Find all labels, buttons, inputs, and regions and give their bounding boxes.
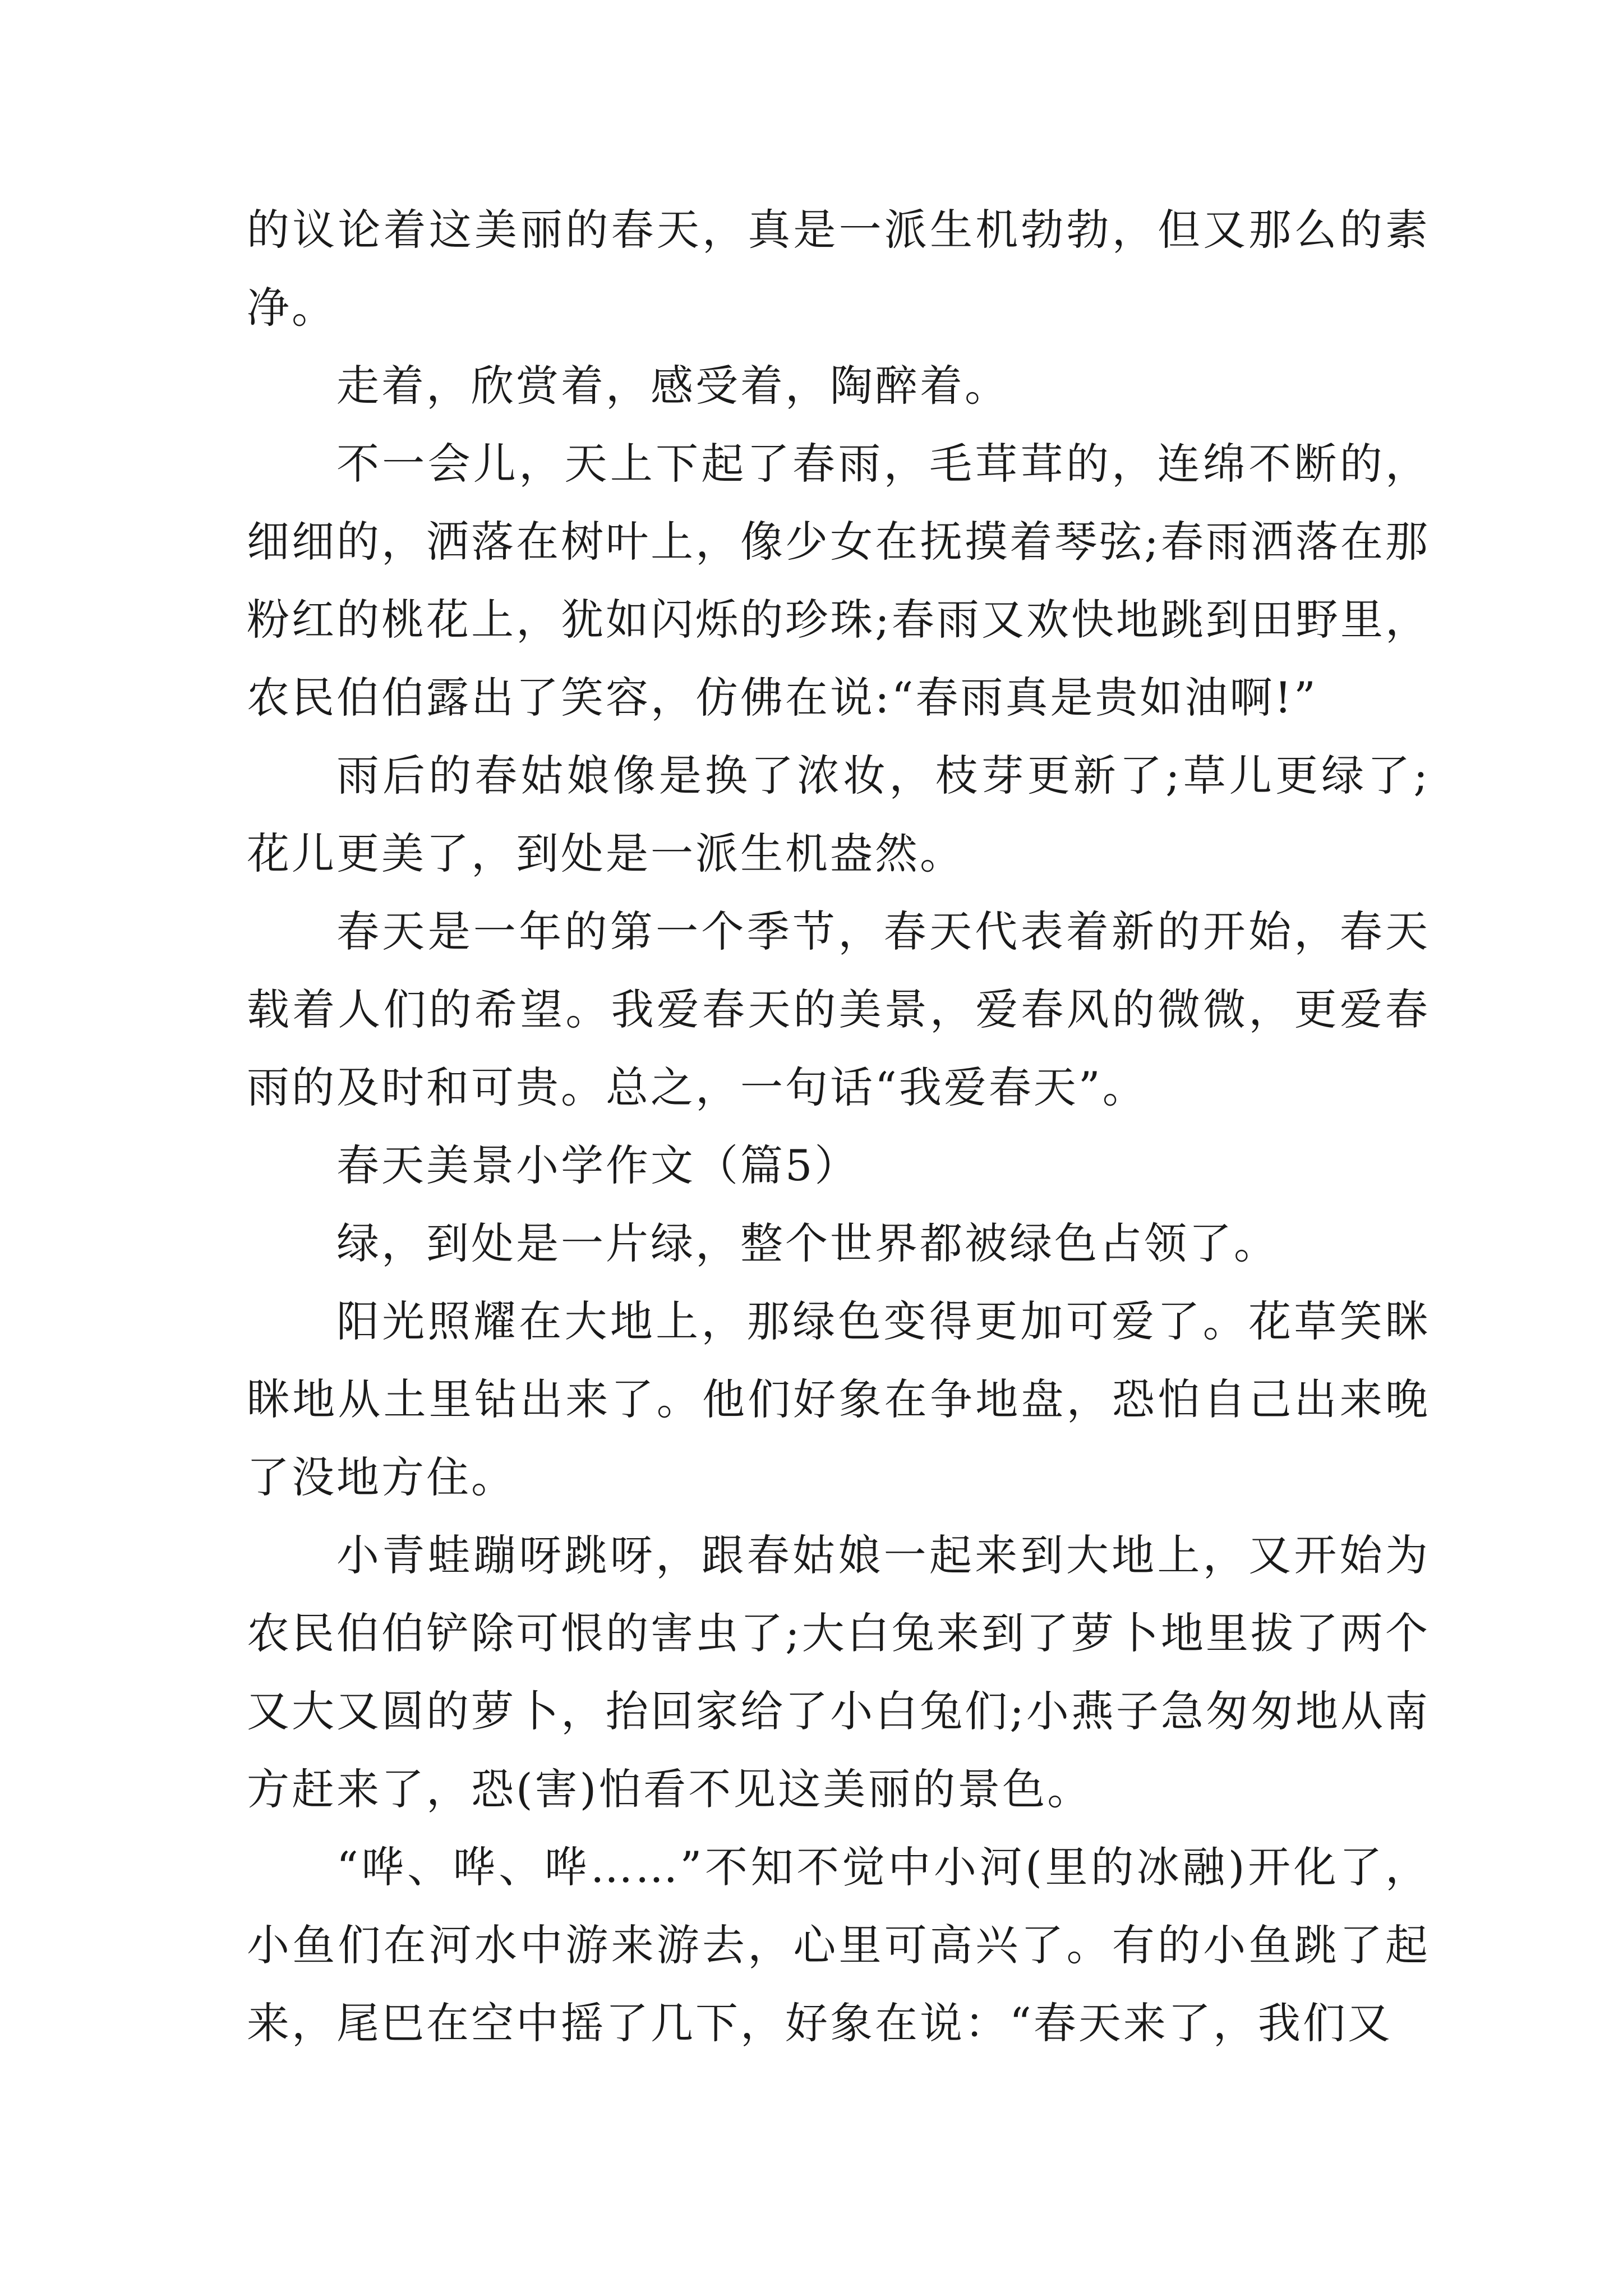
paragraph: 小青蛙蹦呀跳呀，跟春姑娘一起来到大地上，又开始为农民伯伯铲除可恨的害虫了;大白兔来到了萝卜地里拔了两个又大又圆的萝卜，抬回家给了小白兔们;小燕子急匆匆地从南方赶来了，恐(害)怕看不见这美丽的景色。 [247, 1530, 1430, 1814]
paragraph: 的议论着这美丽的春天，真是一派生机勃勃，但又那么的素净。 [247, 205, 1430, 333]
paragraph: 不一会儿，天上下起了春雨，毛茸茸的，连绵不断的，细细的，洒落在树叶上，像少女在抚摸着琴弦;春雨洒落在那粉红的桃花上，犹如闪烁的珍珠;春雨又欢快地跳到田野里，农民伯伯露出了笑容，仿佛在说:“春雨真是贵如油啊!” [247, 439, 1430, 723]
document-page [247, 191, 1430, 2062]
paragraph: 雨后的春姑娘像是换了浓妆，枝芽更新了;草儿更绿了;花儿更美了，到处是一派生机盎然。 [247, 751, 1430, 878]
paragraph: 阳光照耀在大地上，那绿色变得更加可爱了。花草笑眯眯地从土里钻出来了。他们好象在争地盘，恐怕自己出来晚了没地方住。 [247, 1296, 1430, 1502]
paragraph: 走着，欣赏着，感受着，陶醉着。 [336, 361, 1009, 411]
paragraph: 绿，到处是一片绿，整个世界都被绿色占领了。 [336, 1218, 1279, 1268]
paragraph: 春天是一年的第一个季节，春天代表着新的开始，春天载着人们的希望。我爱春天的美景，爱春风的微微，更爱春雨的及时和可贵。总之，一句话“我爱春天”。 [247, 907, 1430, 1112]
paragraph: “哗、哗、哗……”不知不觉中小河(里的冰融)开化了，小鱼们在河水中游来游去，心里可高兴了。有的小鱼跳了起来，尾巴在空中摇了几下，好象在说：“春天来了，我们又 [247, 1842, 1430, 2048]
section-heading: 春天美景小学作文（篇5） [336, 1140, 860, 1190]
